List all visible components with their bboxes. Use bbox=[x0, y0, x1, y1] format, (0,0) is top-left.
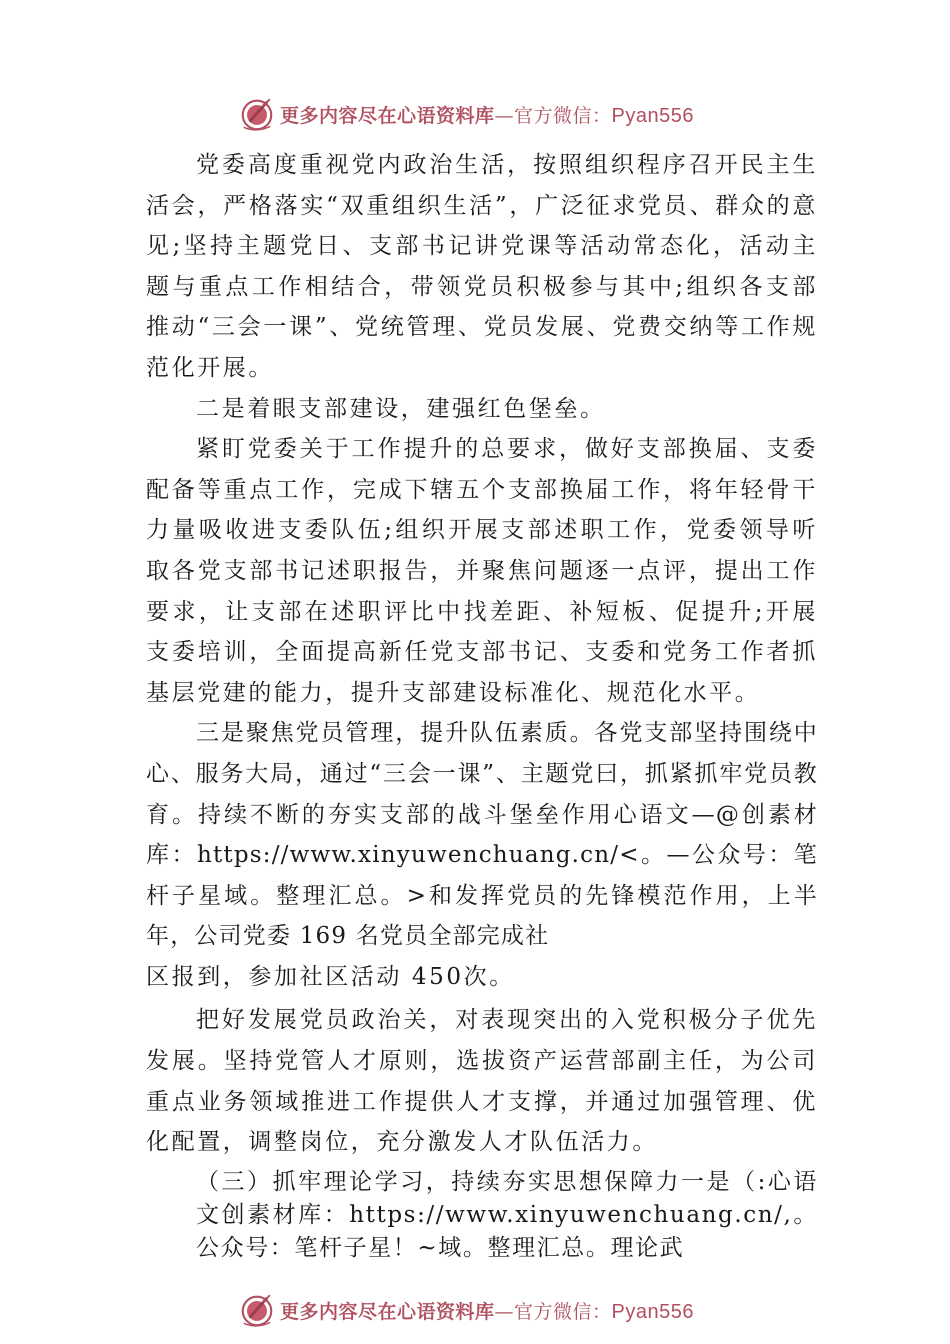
section-heading-3: （三）抓牢理论学习，持续夯实思想保障力一是（:心语文创素材库：https://www.xinyuwenchuang.cn/,。公众号：笔杆子星！~域。整理汇总。理论武 bbox=[196, 1168, 818, 1261]
header-text bbox=[280, 101, 694, 128]
pen-seal-logo-icon bbox=[238, 95, 276, 133]
footer-dash: — bbox=[494, 1300, 515, 1323]
footer-brand: 更多内容尽在心语资料库 bbox=[280, 1300, 495, 1323]
header-brand: 更多内容尽在心语资料库 bbox=[280, 104, 495, 127]
pen-seal-logo-icon bbox=[238, 1291, 276, 1329]
header-wechat-id: Pyan556 bbox=[611, 104, 694, 127]
header-dash: — bbox=[494, 104, 515, 127]
footer-text bbox=[280, 1297, 694, 1324]
paragraph-5: 区报到，参加社区活动 450次。 bbox=[146, 963, 515, 990]
document-body bbox=[146, 145, 818, 1265]
header-wechat-label: 官方微信： bbox=[514, 104, 612, 127]
paragraph-2: 二是着眼支部建设，建强红色堡垒。 bbox=[196, 395, 606, 422]
footer-wechat-label: 官方微信： bbox=[514, 1300, 612, 1323]
paragraph-1: 党委高度重视党内政治生活，按照组织程序召开民主生活会，严格落实“双重组织生活”，广泛征求党员、群众的意见;坚持主题党日、支部书记讲党课等活动常态化，活动主题与重点工作相结合，带领党员积极参与其中;组织各支部推动“三会一课”、党统管理、党员发展、党费交纳等工作规范化开展。 bbox=[146, 152, 818, 381]
paragraph-4: 三是聚焦党员管理，提升队伍素质。各党支部坚持围绕中心、服务大局，通过“三会一课”、主题党曰，抓紧抓牢党员教育。持续不断的夯实支部的战斗堡垒作用心语文—@创素材库：https://www.xinyuwenchuang.cn/<。—公众号：笔杆子星域。整理汇总。>和发挥党员的先锋模范作用，上半年，公司党委 169 名党员全部完成社 bbox=[146, 720, 818, 950]
paragraph-6: 把好发展党员政治关，对表现突出的入党积极分子优先发展。坚持党管人才原则，选拔资产运营部副主任，为公司重点业务领域推进工作提供人才支撑，并通过加强管理、优化配置，调整岗位，充分激发人才队伍活力。 bbox=[146, 1007, 818, 1156]
header-banner bbox=[238, 94, 694, 134]
footer-wechat-id: Pyan556 bbox=[611, 1300, 694, 1323]
footer-banner bbox=[238, 1290, 694, 1330]
paragraph-3: 紧盯党委关于工作提升的总要求，做好支部换届、支委配备等重点工作，完成下辖五个支部换届工作，将年轻骨干力量吸收进支委队伍;组织开展支部述职工作，党委领导听取各党支部书记述职报告，并聚焦问题逐一点评，提出工作要求，让支部在述职评比中找差距、补短板、促提升;开展支委培训，全面提高新任党支部书记、支委和党务工作者抓基层党建的能力，提升支部建设标准化、规范化水平。 bbox=[146, 436, 818, 706]
